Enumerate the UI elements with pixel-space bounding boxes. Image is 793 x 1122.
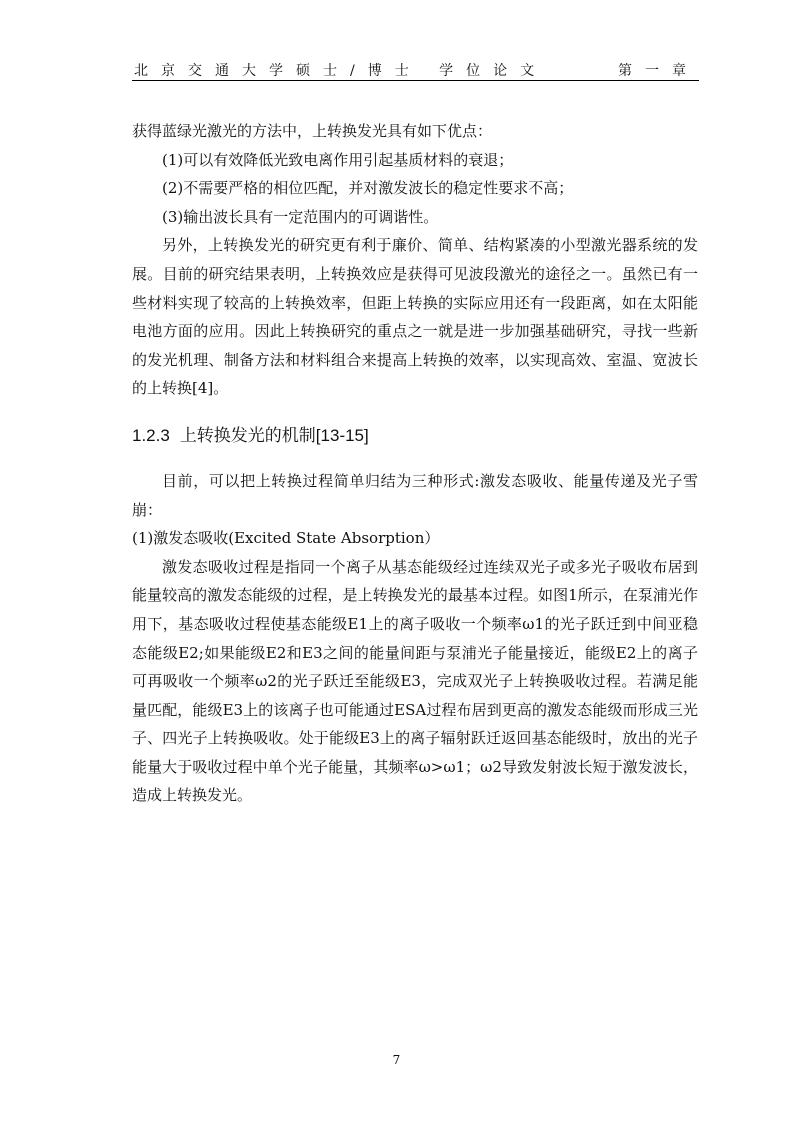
running-header [132,58,699,81]
paragraph-esa-description: 激发态吸收过程是指同一个离子从基态能级经过连续双光子或多光子吸收布居到能量较高的激发态能级的过程，是上转换发光的最基本过程。如图1所示，在泵浦光作用下，基态吸收过程使基态能级E1上的离子吸收一个频率ω1的光子跃迁到中间亚稳态能级E2;如果能级E2和E3之间的能量间距与泵浦光子能量接近，能级E2上的离子可再吸收一个频率ω2的光子跃迁至能级E3，完成双光子上转换吸收过程。若满足能量匹配，能级E3上的该离子也可能通过ESA过程布居到更高的激发态能级而形成三光子、四光子上转换吸收。处于能级E3上的离子辐射跃迁返回基态能级时，放出的光子能量大于吸收过程中单个光子能量，其频率ω>ω1；ω2导致发射波长短于激发波长，造成上转换发光。 [132,557,698,805]
subheading-esa: (1)激发态吸收(Excited State Absorption） [132,529,440,548]
page-body [132,117,698,810]
header-chapter: 第一章 [618,63,699,79]
advantage-item-2: (2)不需要严格的相位匹配，并对激发波长的稳定性要求不高； [162,179,574,198]
paragraph-upconversion-outlook: 另外，上转换发光的研究更有利于廉价、简单、结构紧凑的小型激光器系统的发展。目前的研究结果表明，上转换效应是获得可见波段激光的途径之一。虽然已有一些材料实现了较高的上转换效率，但距上转换的实际应用还有一段距离，如在太阳能电池方面的应用。因此上转换研究的重点之一就是进一步加强基础研究，寻找一些新的发光机理、制备方法和材料组合来提高上转换的效率，以实现高效、室温、宽波长的上转换[4]。 [132,236,698,398]
section-number: 1.2.3 [132,425,170,445]
advantage-item-3: (3)输出波长具有一定范围内的可调谐性。 [162,207,439,226]
section-title: 上转换发光的机制[13-15] [179,425,369,445]
advantage-item-1: (1)可以有效降低光致电离作用引起基质材料的衰退； [162,150,514,169]
paragraph-three-forms: 目前，可以把上转换过程简单归结为三种形式:激发态吸收、能量传递及光子雪崩： [132,471,698,519]
intro-paragraph: 获得蓝绿光激光的方法中，上转换发光具有如下优点： [132,122,493,140]
page-number: 7 [392,1053,401,1067]
header-title: 北京交通大学硕士/博士 学位论文 [134,63,548,79]
section-heading [132,421,698,451]
